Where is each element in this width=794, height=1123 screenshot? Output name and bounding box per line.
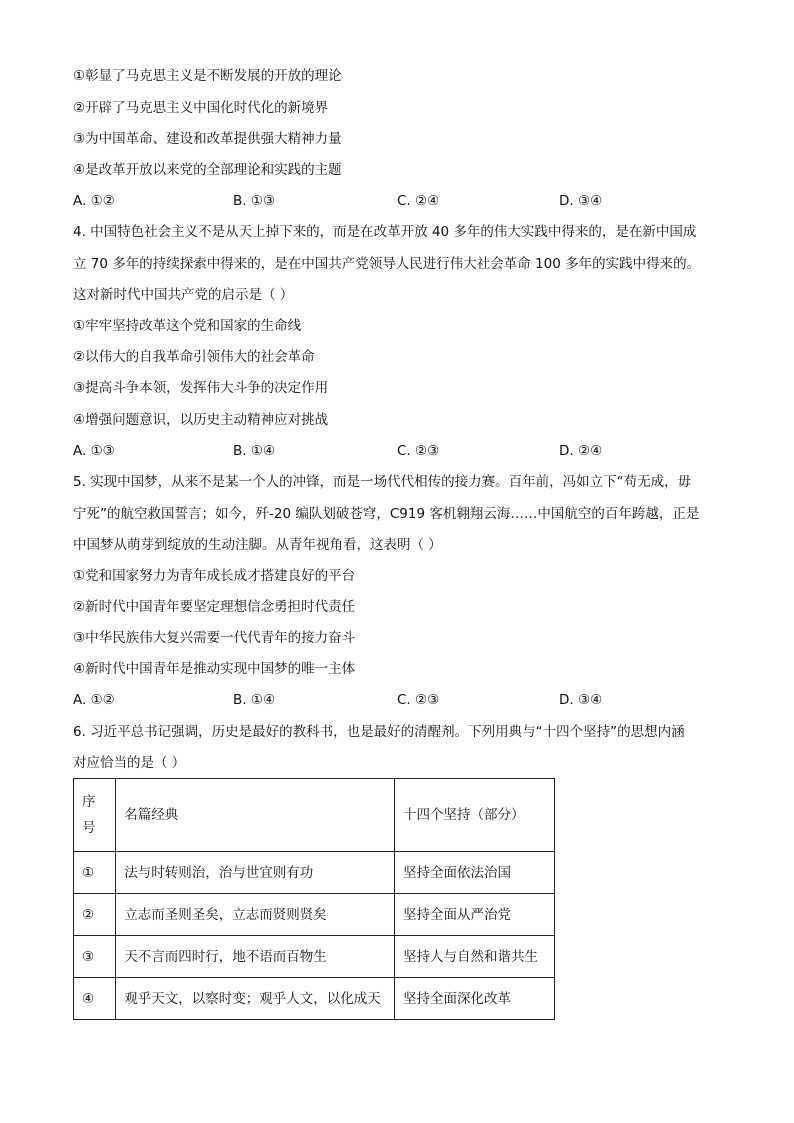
q4-option-c: C. ②③	[397, 443, 440, 459]
q4-item-4: ④增强问题意识，以历史主动精神应对挑战	[73, 412, 329, 428]
q5-option-c: C. ②③	[397, 692, 440, 708]
cell-classic: 立志而圣则圣矣，立志而贤则贤矣	[116, 894, 395, 936]
q6-stem-line-1: 6. 习近平总书记强调，历史是最好的教科书，也是最好的清醒剂。下列用典与“十四个坚持”的思想内涵	[73, 724, 685, 740]
q3-item-3: ③为中国革命、建设和改革提供强大精神力量	[73, 131, 342, 147]
q4-item-2: ②以伟大的自我革命引领伟大的社会革命	[73, 349, 315, 365]
quote-table	[73, 778, 555, 1020]
cell-seq: ①	[74, 852, 116, 894]
q3-option-a: A. ①②	[73, 193, 115, 209]
q5-option-b: B. ①④	[233, 692, 276, 708]
cell-principle: 坚持全面从严治党	[394, 894, 554, 936]
q4-options	[73, 441, 713, 461]
cell-principle: 坚持全面依法治国	[394, 852, 554, 894]
q4-stem-line-3: 这对新时代中国共产党的启示是（ ）	[73, 287, 294, 303]
table-header-row	[74, 779, 555, 852]
table-row	[74, 852, 555, 894]
cell-principle: 坚持人与自然和谐共生	[394, 936, 554, 978]
q4-option-b: B. ①④	[233, 443, 276, 459]
q3-option-d: D. ③④	[559, 193, 603, 209]
q4-option-a: A. ①③	[73, 443, 115, 459]
table-row	[74, 978, 555, 1020]
q4-stem-line-1: 4. 中国特色社会主义不是从天上掉下来的，而是在改革开放 40 多年的伟大实践中得来的，是在新中国成	[73, 224, 697, 240]
header-principle: 十四个坚持（部分）	[394, 779, 554, 852]
q5-item-4: ④新时代中国青年是推动实现中国梦的唯一主体	[73, 661, 356, 677]
q5-stem-line-3: 中国梦从萌芽到绽放的生动注脚。从青年视角看，这表明（ ）	[73, 537, 442, 553]
header-seq: 序号	[74, 779, 116, 852]
q3-item-1: ①彰显了马克思主义是不断发展的开放的理论	[73, 68, 342, 84]
cell-classic: 法与时转则治，治与世宜则有功	[116, 852, 395, 894]
q5-option-a: A. ①②	[73, 692, 115, 708]
q5-stem-line-2: 宁死”的航空救国誓言；如今，歼-20 编队划破苍穹，C919 客机翱翔云海……中国航空的百年跨越，正是	[73, 506, 700, 522]
q4-option-d: D. ②④	[559, 443, 603, 459]
q5-item-1: ①党和国家努力为青年成长成才搭建良好的平台	[73, 568, 356, 584]
q4-item-3: ③提高斗争本领，发挥伟大斗争的决定作用	[73, 380, 329, 396]
cell-seq: ②	[74, 894, 116, 936]
q6-stem-line-2: 对应恰当的是（ ）	[73, 755, 186, 771]
q5-stem-line-1: 5. 实现中国梦，从来不是某一个人的冲锋，而是一场代代相传的接力赛。百年前，冯如立下“苟无成，毋	[73, 474, 692, 490]
cell-seq: ④	[74, 978, 116, 1020]
table-row	[74, 894, 555, 936]
q3-option-c: C. ②④	[397, 193, 440, 209]
header-classic: 名篇经典	[116, 779, 395, 852]
q5-option-d: D. ③④	[559, 692, 603, 708]
cell-seq: ③	[74, 936, 116, 978]
q4-item-1: ①牢牢坚持改革这个党和国家的生命线	[73, 318, 302, 334]
q5-options	[73, 690, 713, 710]
cell-principle: 坚持全面深化改革	[394, 978, 554, 1020]
q3-option-b: B. ①③	[233, 193, 276, 209]
q5-item-2: ②新时代中国青年要坚定理想信念勇担时代责任	[73, 599, 356, 615]
q5-item-3: ③中华民族伟大复兴需要一代代青年的接力奋斗	[73, 630, 356, 646]
q3-options	[73, 191, 713, 211]
table-row	[74, 936, 555, 978]
cell-classic: 天不言而四时行，地不语而百物生	[116, 936, 395, 978]
q4-stem-line-2: 立 70 多年的持续探索中得来的，是在中国共产党领导人民进行伟大社会革命 100 多年的实践中得来的。	[73, 256, 701, 272]
q3-item-2: ②开辟了马克思主义中国化时代化的新境界	[73, 100, 329, 116]
cell-classic: 观乎天文，以察时变；观乎人文，以化成天	[116, 978, 395, 1020]
q3-item-4: ④是改革开放以来党的全部理论和实践的主题	[73, 162, 342, 178]
